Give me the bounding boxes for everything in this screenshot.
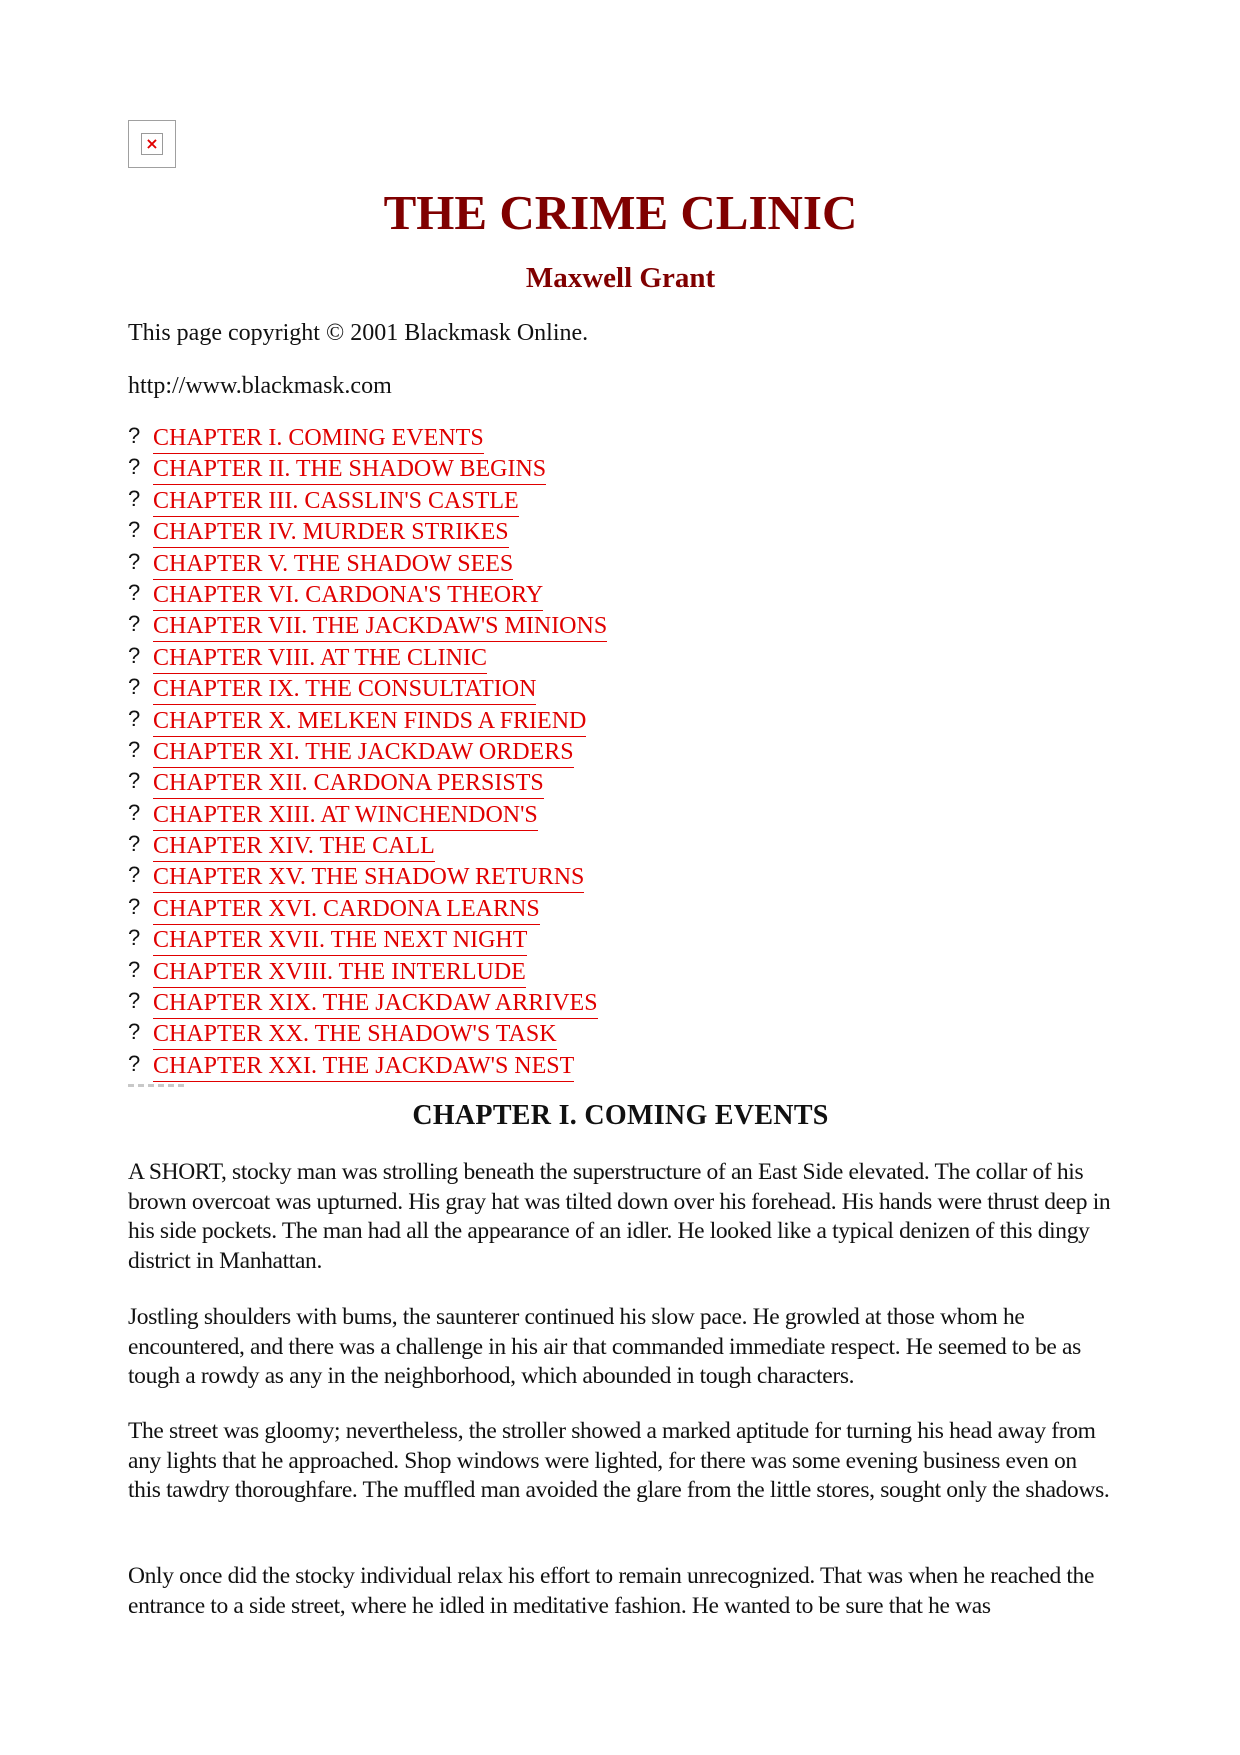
bullet-glyph: ? [128,579,141,605]
bullet-glyph: ? [128,1050,141,1076]
toc-link-chapter-3[interactable]: CHAPTER III. CASSLIN'S CASTLE [153,486,519,517]
body-paragraph-2: Jostling shoulders with bums, the saunterer continued his slow pace. He growled at those whom he encountered, and there was a challenge in his air that commanded immediate respect. He seemed to be as tough a rowdy as any in the neighborhood, which abounded in tough characters. [128,1304,1081,1389]
toc-link-chapter-16[interactable]: CHAPTER XVI. CARDONA LEARNS [153,894,540,925]
toc-item [128,800,607,831]
toc-link-chapter-17[interactable]: CHAPTER XVII. THE NEXT NIGHT [153,925,527,956]
toc-item [128,580,607,611]
bullet-glyph: ? [128,485,141,511]
toc-item [128,957,607,988]
toc-item [128,737,607,768]
toc-item [128,988,607,1019]
toc-item [128,643,607,674]
toc-item [128,454,607,485]
toc-link-chapter-19[interactable]: CHAPTER XIX. THE JACKDAW ARRIVES [153,988,598,1019]
toc-item [128,1019,607,1050]
toc-item [128,611,607,642]
bullet-glyph: ? [128,956,141,982]
toc-item [128,925,607,956]
table-of-contents [128,423,607,1082]
toc-item [128,862,607,893]
toc-item [128,517,607,548]
bullet-glyph: ? [128,674,141,700]
bullet-glyph: ? [128,517,141,543]
toc-link-chapter-8[interactable]: CHAPTER VIII. AT THE CLINIC [153,643,487,674]
bullet-glyph: ? [128,862,141,888]
toc-link-chapter-5[interactable]: CHAPTER V. THE SHADOW SEES [153,549,513,580]
website-url: http://www.blackmask.com [128,373,392,399]
bullet-glyph: ? [128,611,141,637]
toc-link-chapter-11[interactable]: CHAPTER XI. THE JACKDAW ORDERS [153,737,574,768]
body-paragraph-4: Only once did the stocky individual relax his effort to remain unrecognized. That was when he reached the entrance to a side street, where he idled in meditative fashion. He wanted to be sure that he was [128,1563,1095,1619]
toc-item [128,549,607,580]
toc-item [128,486,607,517]
body-paragraph-1: A SHORT, stocky man was strolling beneath the superstructure of an East Side elevated. The collar of his brown overcoat was upturned. His gray hat was tilted down over his forehead. His hands were thrust deep in his side pockets. The man had all the appearance of an idler. He looked like a typical denizen of this dingy district in Manhattan. [128,1159,1111,1274]
bullet-glyph: ? [128,423,141,448]
toc-link-chapter-15[interactable]: CHAPTER XV. THE SHADOW RETURNS [153,862,584,893]
toc-item [128,1051,607,1082]
toc-link-chapter-10[interactable]: CHAPTER X. MELKEN FINDS A FRIEND [153,706,586,737]
bullet-glyph: ? [128,454,141,480]
bullet-glyph: ? [128,831,141,857]
copyright-notice: This page copyright © 2001 Blackmask Online. [128,320,589,346]
bullet-glyph: ? [128,768,141,794]
toc-link-chapter-6[interactable]: CHAPTER VI. CARDONA'S THEORY [153,580,543,611]
toc-link-chapter-21[interactable]: CHAPTER XXI. THE JACKDAW'S NEST [153,1051,574,1082]
chapter-heading: CHAPTER I. COMING EVENTS [412,1100,829,1131]
bullet-glyph: ? [128,548,141,574]
bullet-glyph: ? [128,988,141,1014]
toc-link-chapter-2[interactable]: CHAPTER II. THE SHADOW BEGINS [153,454,546,485]
bullet-glyph: ? [128,736,141,762]
bullet-glyph: ? [128,925,141,951]
toc-link-chapter-4[interactable]: CHAPTER IV. MURDER STRIKES [153,517,509,548]
body-paragraph-3: The street was gloomy; nevertheless, the stroller showed a marked aptitude for turning his head away from any lights that he approached. Shop windows were lighted, for there was some evening business even on this tawdry thoroughfare. The muffled man avoided the glare from the little stores, sought only the shadows. [128,1418,1110,1503]
toc-link-chapter-18[interactable]: CHAPTER XVIII. THE INTERLUDE [153,957,526,988]
bullet-glyph: ? [128,705,141,731]
clipped-text-remnant [128,1084,188,1087]
broken-image-placeholder [128,120,176,168]
toc-link-chapter-14[interactable]: CHAPTER XIV. THE CALL [153,831,435,862]
book-title: THE CRIME CLINIC [383,185,858,240]
toc-item [128,706,607,737]
toc-link-chapter-9[interactable]: CHAPTER IX. THE CONSULTATION [153,674,536,705]
toc-item [128,423,607,454]
bullet-glyph: ? [128,799,141,825]
toc-link-chapter-12[interactable]: CHAPTER XII. CARDONA PERSISTS [153,768,544,799]
toc-item [128,894,607,925]
toc-item [128,674,607,705]
bullet-glyph: ? [128,893,141,919]
broken-image-icon: × [141,133,163,155]
toc-link-chapter-20[interactable]: CHAPTER XX. THE SHADOW'S TASK [153,1019,557,1050]
toc-link-chapter-13[interactable]: CHAPTER XIII. AT WINCHENDON'S [153,800,538,831]
book-author: Maxwell Grant [525,262,716,294]
bullet-glyph: ? [128,642,141,668]
toc-item [128,768,607,799]
toc-link-chapter-7[interactable]: CHAPTER VII. THE JACKDAW'S MINIONS [153,611,607,642]
toc-link-chapter-1[interactable]: CHAPTER I. COMING EVENTS [153,423,484,454]
bullet-glyph: ? [128,1019,141,1045]
toc-item [128,831,607,862]
